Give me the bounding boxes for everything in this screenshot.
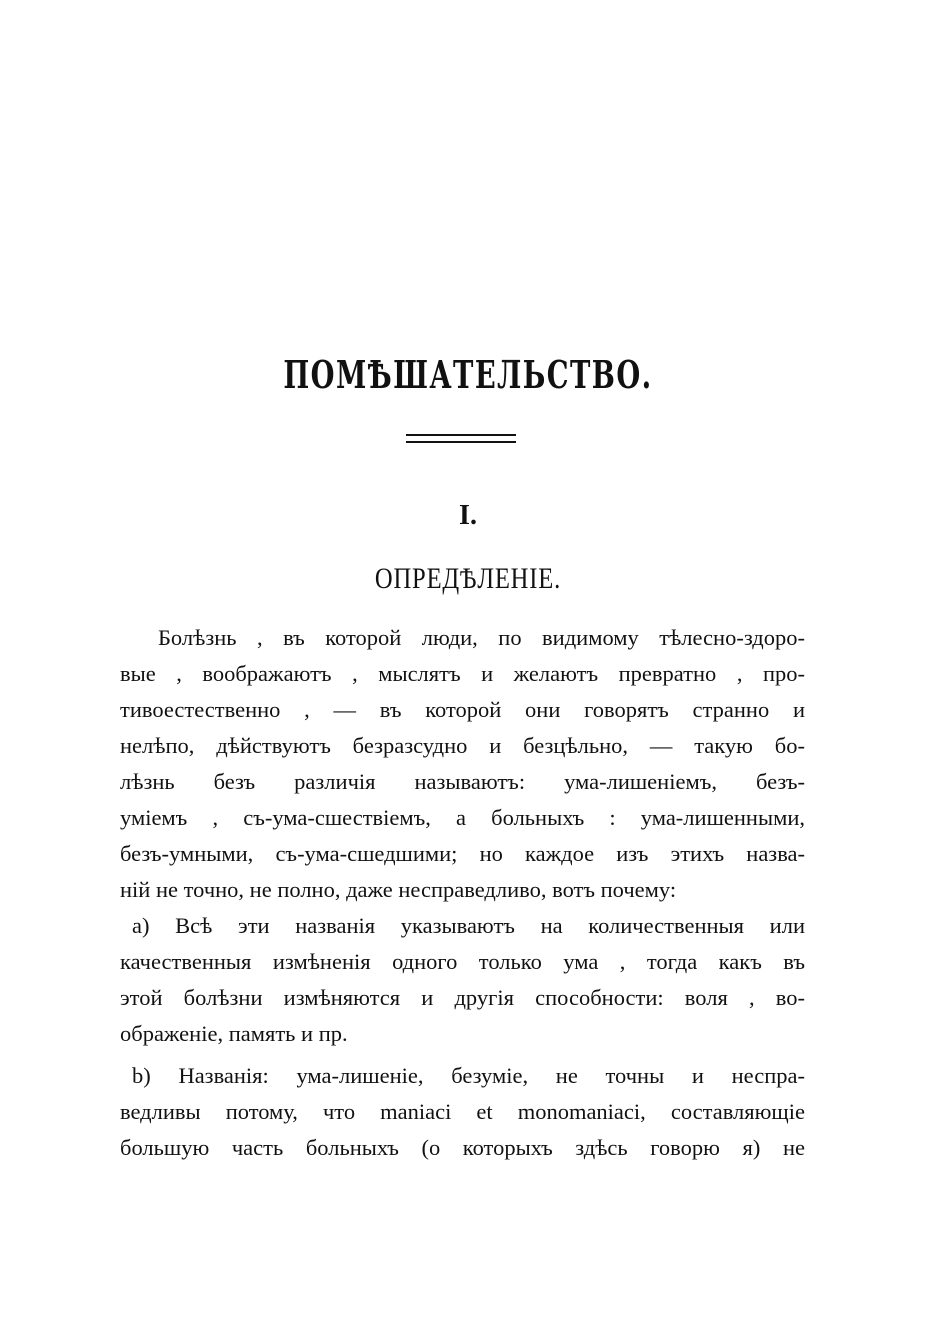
text-line: лѣзнь безъ различія называютъ: ума-лишеніемъ, безъ- <box>120 769 805 794</box>
text-line: a) Всѣ эти названія указываютъ на количественныя или <box>132 913 805 938</box>
text-line: уміемъ , съ-ума-сшествіемъ, а больныхъ : ума-лишенными, <box>120 805 805 830</box>
text-line: ній не точно, не полно, даже несправедливо, вотъ почему: <box>120 877 677 902</box>
text-line: нелѣпо, дѣйствуютъ безразсудно и безцѣльно, — такую бо- <box>120 733 805 758</box>
text-line: тивоестественно , — въ которой они говорятъ странно и <box>120 697 805 722</box>
text-line: ображеніе, память и пр. <box>120 1021 348 1046</box>
text-line: вые , воображаютъ , мыслятъ и желаютъ превратно , про- <box>120 661 805 686</box>
text-line: b) Названія: ума-лишеніе, безуміе, не точны и неспра- <box>132 1063 805 1088</box>
paragraph-1 <box>120 620 805 908</box>
section-number: I. <box>459 500 477 531</box>
text-line: большую часть больныхъ (о которыхъ здѣсь говорю я) не <box>120 1135 805 1160</box>
title-rule-bottom <box>406 441 516 443</box>
text-line: Болѣзнь , въ которой люди, по видимому тѣлесно-здоро- <box>158 625 805 650</box>
text-line: этой болѣзни измѣняются и другія способности: воля , во- <box>120 985 805 1010</box>
title-rule-top <box>406 434 516 436</box>
paragraph-2 <box>120 908 805 1052</box>
text-line: безъ-умными, съ-ума-сшедшими; но каждое изъ этихъ назва- <box>120 841 805 866</box>
section-heading: ОПРЕДѢЛЕНІЕ. <box>374 562 562 595</box>
body-text <box>120 620 805 1166</box>
paragraph-3 <box>120 1058 805 1166</box>
text-line: качественныя измѣненія одного только ума , тогда какъ въ <box>120 949 805 974</box>
text-line: ведливы потому, что maniaci et monomaniaci, составляющіе <box>120 1099 805 1124</box>
chapter-title: ПОМѢШАТЕЛЬСТВО. <box>283 352 653 397</box>
